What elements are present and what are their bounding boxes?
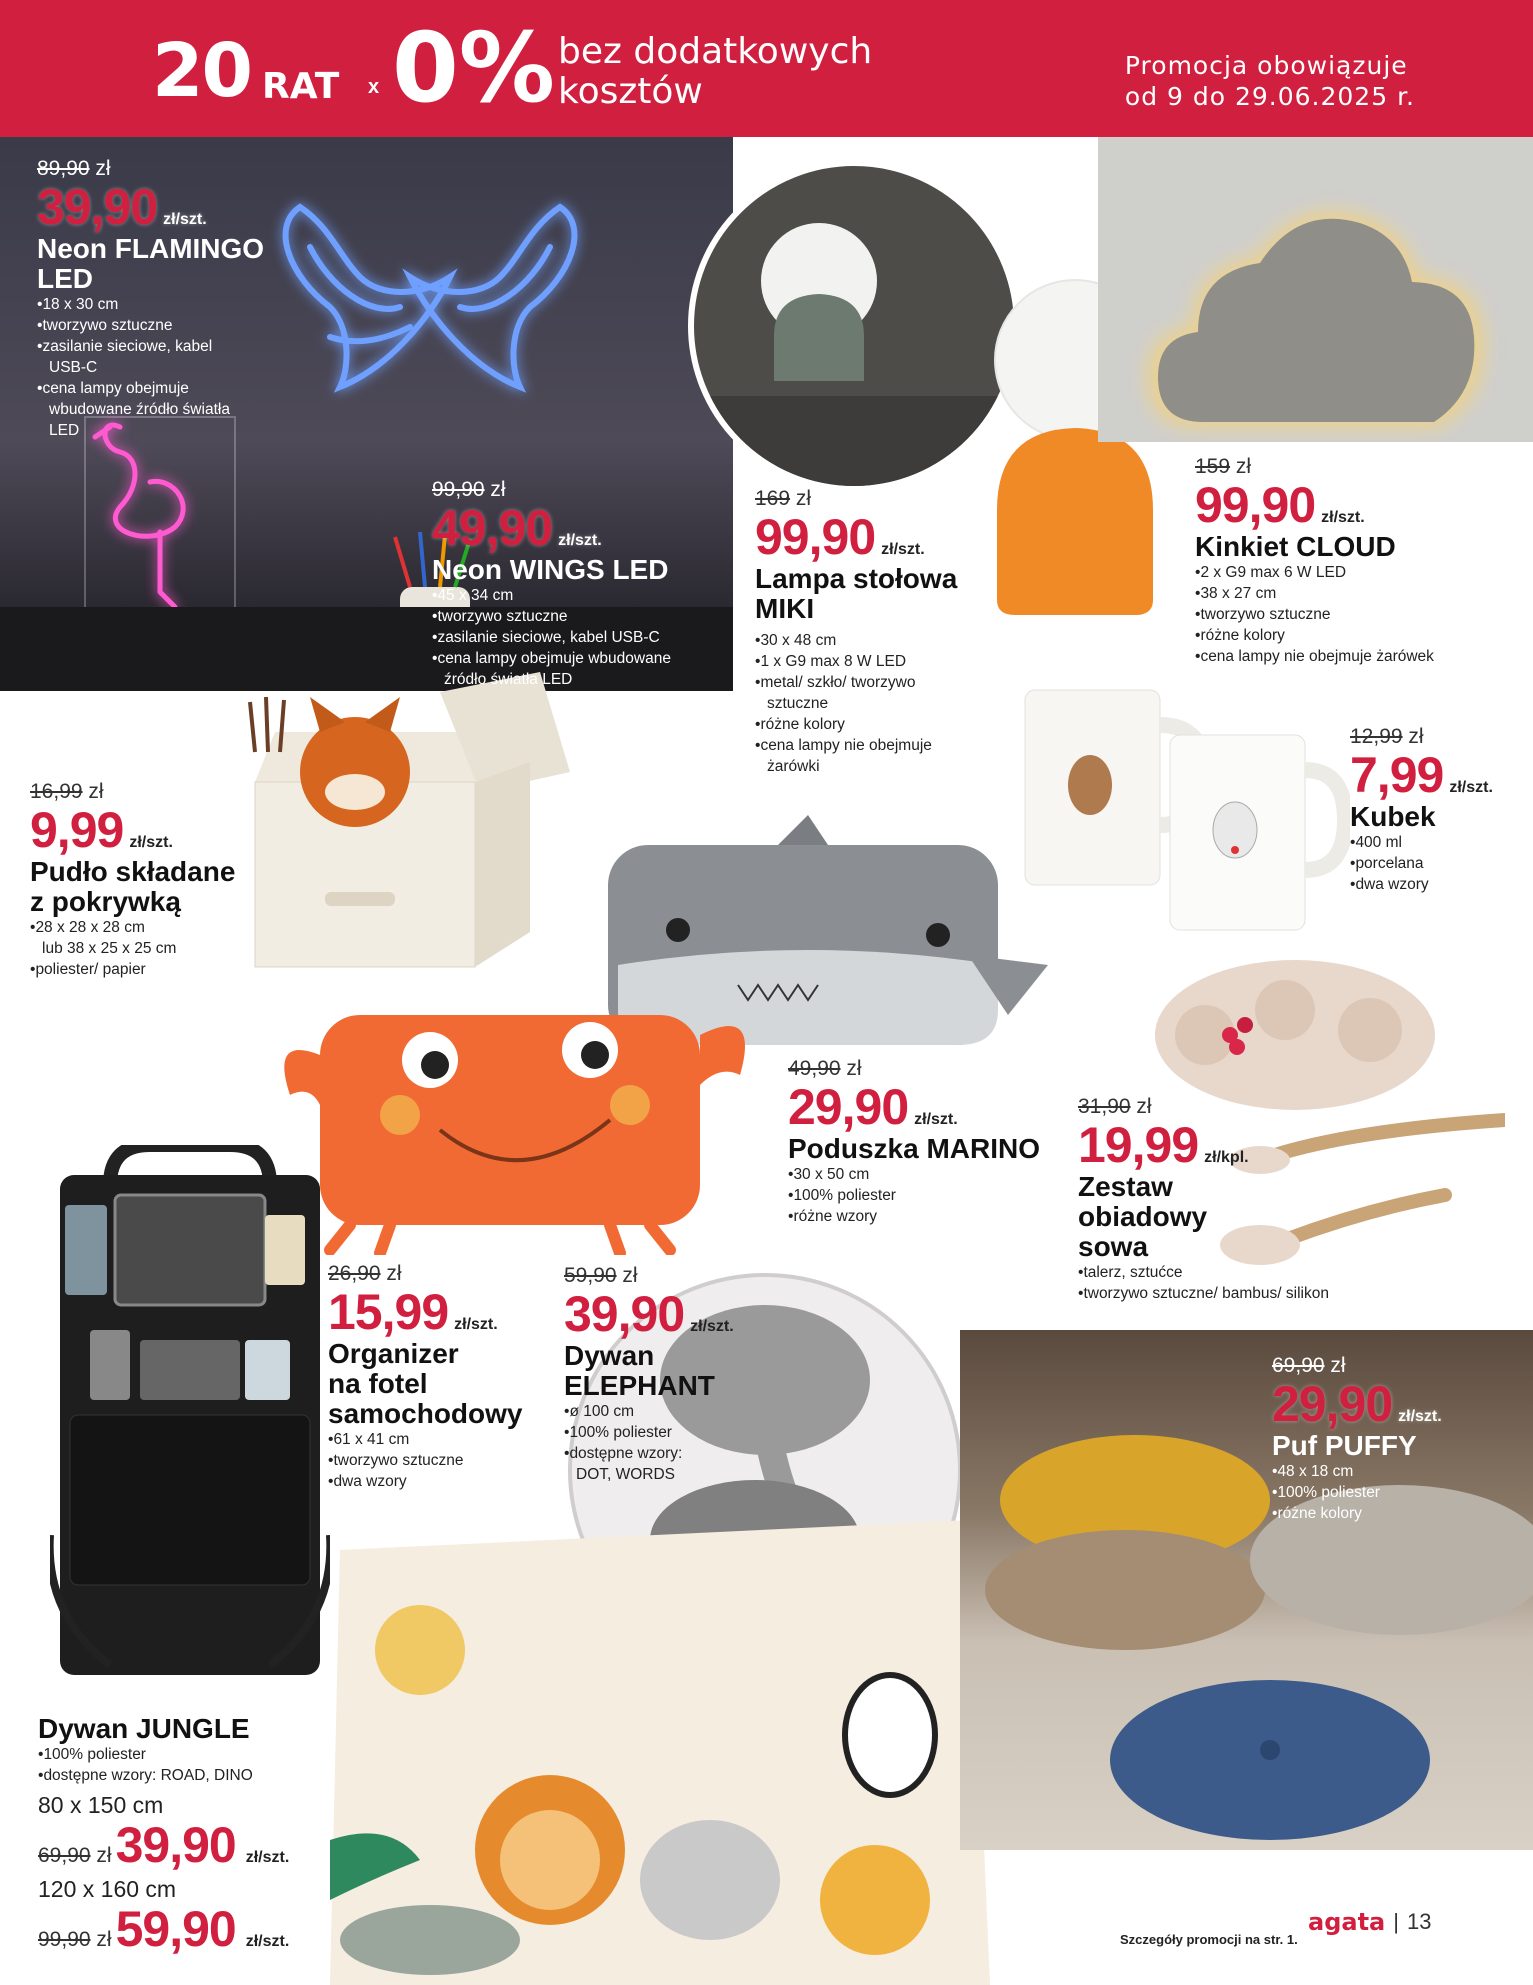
product-name: Poduszka MARINO xyxy=(788,1132,1041,1164)
size-option-1: 80 x 150 cm xyxy=(38,1792,164,1818)
price: 39,90 xyxy=(37,179,158,235)
price-unit: zł/kpl. xyxy=(1204,1149,1249,1166)
product-jungle: Dywan JUNGLE • 100% poliester • dostępne wzory: ROAD, DINO 80 x 150 cm 69,90 zł 39,90 zł/szt. 120 x 160 cm 99,90 zł 59,90 zł/szt. xyxy=(38,1714,338,1955)
price-unit: zł/szt. xyxy=(1321,509,1365,526)
old-price: 49,90 xyxy=(788,1057,841,1080)
no-extra-costs: bez dodatkowych kosztów xyxy=(558,31,873,112)
product-name: Dywan ELEPHANT xyxy=(564,1339,715,1401)
price-unit: zł/szt. xyxy=(1398,1408,1442,1425)
price-unit: zł/szt. xyxy=(129,834,173,851)
price-unit: zł/szt. xyxy=(245,1932,290,1950)
product-mug: 12,99 zł 7,99 zł/szt. Kubek • 400 ml • porcelana • dwa wzory xyxy=(1350,725,1530,895)
folding-box-illustration xyxy=(240,672,570,972)
product-name: Zestaw obiadowy sowa xyxy=(1078,1170,1208,1262)
old-price: 89,90 xyxy=(37,157,90,180)
product-specs: • ø 100 cm • 100% poliester • dostępne wzory: DOT, WORDS xyxy=(564,1401,774,1485)
price: 99,90 xyxy=(1195,477,1316,533)
price-unit: zł/szt. xyxy=(163,211,207,228)
promo-banner xyxy=(0,0,1533,137)
miki-lamp-photo xyxy=(688,160,1020,492)
car-organizer-illustration xyxy=(50,1145,330,1725)
price: 39,90 xyxy=(564,1286,685,1342)
price-unit: zł/szt. xyxy=(245,1849,290,1866)
old-price: 26,90 xyxy=(328,1262,381,1285)
product-organizer: 26,90 zł 15,99 zł/szt. Organizer na fotel samochodowy • 61 x 41 cm • tworzywo sztuczne • dwa wzory xyxy=(328,1262,568,1492)
product-cloud: 159 zł 99,90 zł/szt. Kinkiet CLOUD • 2 x G9 max 6 W LED • 38 x 27 cm • tworzywo sztuczne • różne kolory • cena lampy nie obejmuje żarówek xyxy=(1195,455,1525,667)
old-price: 69,90 xyxy=(1272,1354,1325,1377)
product-name: Puf PUFFY xyxy=(1272,1429,1417,1461)
page-number: 13 xyxy=(1406,1909,1432,1934)
price: 49,90 xyxy=(432,500,553,556)
product-specs: • talerz, sztućce • tworzywo sztuczne/ bambus/ silikon xyxy=(1078,1262,1378,1304)
old-price: 31,90 xyxy=(1078,1095,1131,1118)
old-price: 16,99 xyxy=(30,780,83,803)
installments-word: RAT xyxy=(262,66,340,107)
product-name: Dywan JUNGLE xyxy=(38,1713,250,1744)
product-puffy: 69,90 zł 29,90 zł/szt. Puf PUFFY • 48 x 18 cm • 100% poliester • różne kolory xyxy=(1272,1354,1522,1524)
cloud-lamp-illustration xyxy=(1098,137,1533,442)
old-price: 12,99 xyxy=(1350,725,1403,748)
promo-details-note: Szczegóły promocji na str. 1. xyxy=(1120,1932,1298,1947)
product-specs: • 2 x G9 max 6 W LED • 38 x 27 cm • tworzywo sztuczne • różne kolory • cena lampy nie obejmuje żarówek xyxy=(1195,562,1525,667)
size-option-2: 120 x 160 cm xyxy=(38,1875,177,1902)
old-price: 159 xyxy=(1195,455,1231,478)
crab-pillow-illustration xyxy=(270,995,770,1255)
product-flamingo: 89,90 zł 39,90 zł/szt. Neon FLAMINGO LED • 18 x 30 cm • tworzywo sztuczne • zasilanie sieciowe, kabel USB-C • cena lampy obejmuje wbudowane źródło światła LED xyxy=(37,157,297,441)
mugs-illustration xyxy=(1020,685,1350,935)
price: 39,90 xyxy=(115,1817,236,1873)
product-specs: • 28 x 28 x 28 cm lub 38 x 25 x 25 cm • poliester/ papier xyxy=(30,917,260,980)
product-name: Neon WINGS LED xyxy=(432,553,669,585)
product-name: Organizer na fotel samochodowy xyxy=(328,1337,523,1429)
price: 29,90 xyxy=(788,1079,909,1135)
product-name: Kinkiet CLOUD xyxy=(1195,530,1396,562)
product-marino: 49,90 zł 29,90 zł/szt. Poduszka MARINO • 30 x 50 cm • 100% poliester • różne wzory xyxy=(788,1057,1078,1227)
promo-dates: Promocja obowiązuje od 9 do 29.06.2025 r. xyxy=(1124,51,1415,111)
product-specs: • 18 x 30 cm • tworzywo sztuczne • zasilanie sieciowe, kabel USB-C • cena lampy obejmuje wbudowane źródło światła LED xyxy=(37,294,297,441)
old-price: 69,90 xyxy=(38,1844,91,1867)
cloud-lamp-photo xyxy=(1098,137,1533,442)
product-specs: • 30 x 50 cm • 100% poliester • różne wzory xyxy=(788,1164,1078,1227)
old-price: 169 xyxy=(755,487,791,510)
times-sign: x xyxy=(368,76,380,98)
green-lamp-illustration xyxy=(694,166,1014,486)
installments-number: 20 xyxy=(152,28,251,114)
product-box: 16,99 zł 9,99 zł/szt. Pudło składane z pokrywką • 28 x 28 x 28 cm lub 38 x 25 x 25 cm • poliester/ papier xyxy=(30,780,260,980)
price: 19,99 xyxy=(1078,1117,1199,1173)
product-name: Lampa stołowa MIKI xyxy=(755,562,958,624)
price: 15,99 xyxy=(328,1284,449,1340)
product-wings: 99,90 zł 49,90 zł/szt. Neon WINGS LED • 45 x 34 cm • tworzywo sztuczne • zasilanie sieciowe, kabel USB-C • cena lampy obejmuje wbudowane źródło światła LED xyxy=(432,478,732,690)
product-specs: • 48 x 18 cm • 100% poliester • różne kolory xyxy=(1272,1461,1522,1524)
product-name: Pudło składane z pokrywką xyxy=(30,855,236,917)
product-elephant: 59,90 zł 39,90 zł/szt. Dywan ELEPHANT • ø 100 cm • 100% poliester • dostępne wzory: DOT, WORDS xyxy=(564,1264,774,1485)
product-specs: • 45 x 34 cm • tworzywo sztuczne • zasilanie sieciowe, kabel USB-C • cena lampy obejmuje wbudowane źródło światła LED xyxy=(432,585,732,690)
price-unit: zł/szt. xyxy=(690,1318,734,1335)
zero-percent: 0% xyxy=(392,12,555,124)
product-specs: • 30 x 48 cm • 1 x G9 max 8 W LED • metal/ szkło/ tworzywo sztuczne • różne kolory • cena lampy nie obejmuje żarówki xyxy=(755,630,985,777)
product-miki: 169 zł 99,90 zł/szt. Lampa stołowa MIKI • 30 x 48 cm • 1 x G9 max 8 W LED • metal/ szkło/ tworzywo sztuczne • różne kolory • cena lampy nie obejmuje żarówki xyxy=(755,487,985,777)
price-unit: zł/szt. xyxy=(881,541,925,558)
old-price: 99,90 xyxy=(432,478,485,501)
price: 99,90 xyxy=(755,509,876,565)
product-name: Neon FLAMINGO LED xyxy=(37,232,265,294)
price-unit: zł/szt. xyxy=(454,1316,498,1333)
agata-logo: agata | 13 xyxy=(1308,1908,1432,1936)
jungle-rug-illustration xyxy=(330,1520,990,1985)
old-price: 59,90 xyxy=(564,1264,617,1287)
price: 29,90 xyxy=(1272,1376,1393,1432)
product-specs: • 400 ml • porcelana • dwa wzory xyxy=(1350,832,1530,895)
product-name: Kubek xyxy=(1350,800,1436,832)
agata-logo-mark: agata xyxy=(1308,1908,1386,1936)
product-specs: • 61 x 41 cm • tworzywo sztuczne • dwa wzory xyxy=(328,1429,568,1492)
price-unit: zł/szt. xyxy=(914,1111,958,1128)
product-sowa: 31,90 zł 19,99 zł/kpl. Zestaw obiadowy sowa • talerz, sztućce • tworzywo sztuczne/ bambus/ silikon xyxy=(1078,1095,1378,1304)
product-specs: • 100% poliester • dostępne wzory: ROAD, DINO xyxy=(38,1744,338,1786)
price: 9,99 xyxy=(30,802,124,858)
price-unit: zł/szt. xyxy=(1449,779,1493,796)
old-price: 99,90 xyxy=(38,1927,91,1951)
price: 59,90 xyxy=(115,1900,236,1957)
price: 7,99 xyxy=(1350,747,1444,803)
price-unit: zł/szt. xyxy=(558,532,602,549)
